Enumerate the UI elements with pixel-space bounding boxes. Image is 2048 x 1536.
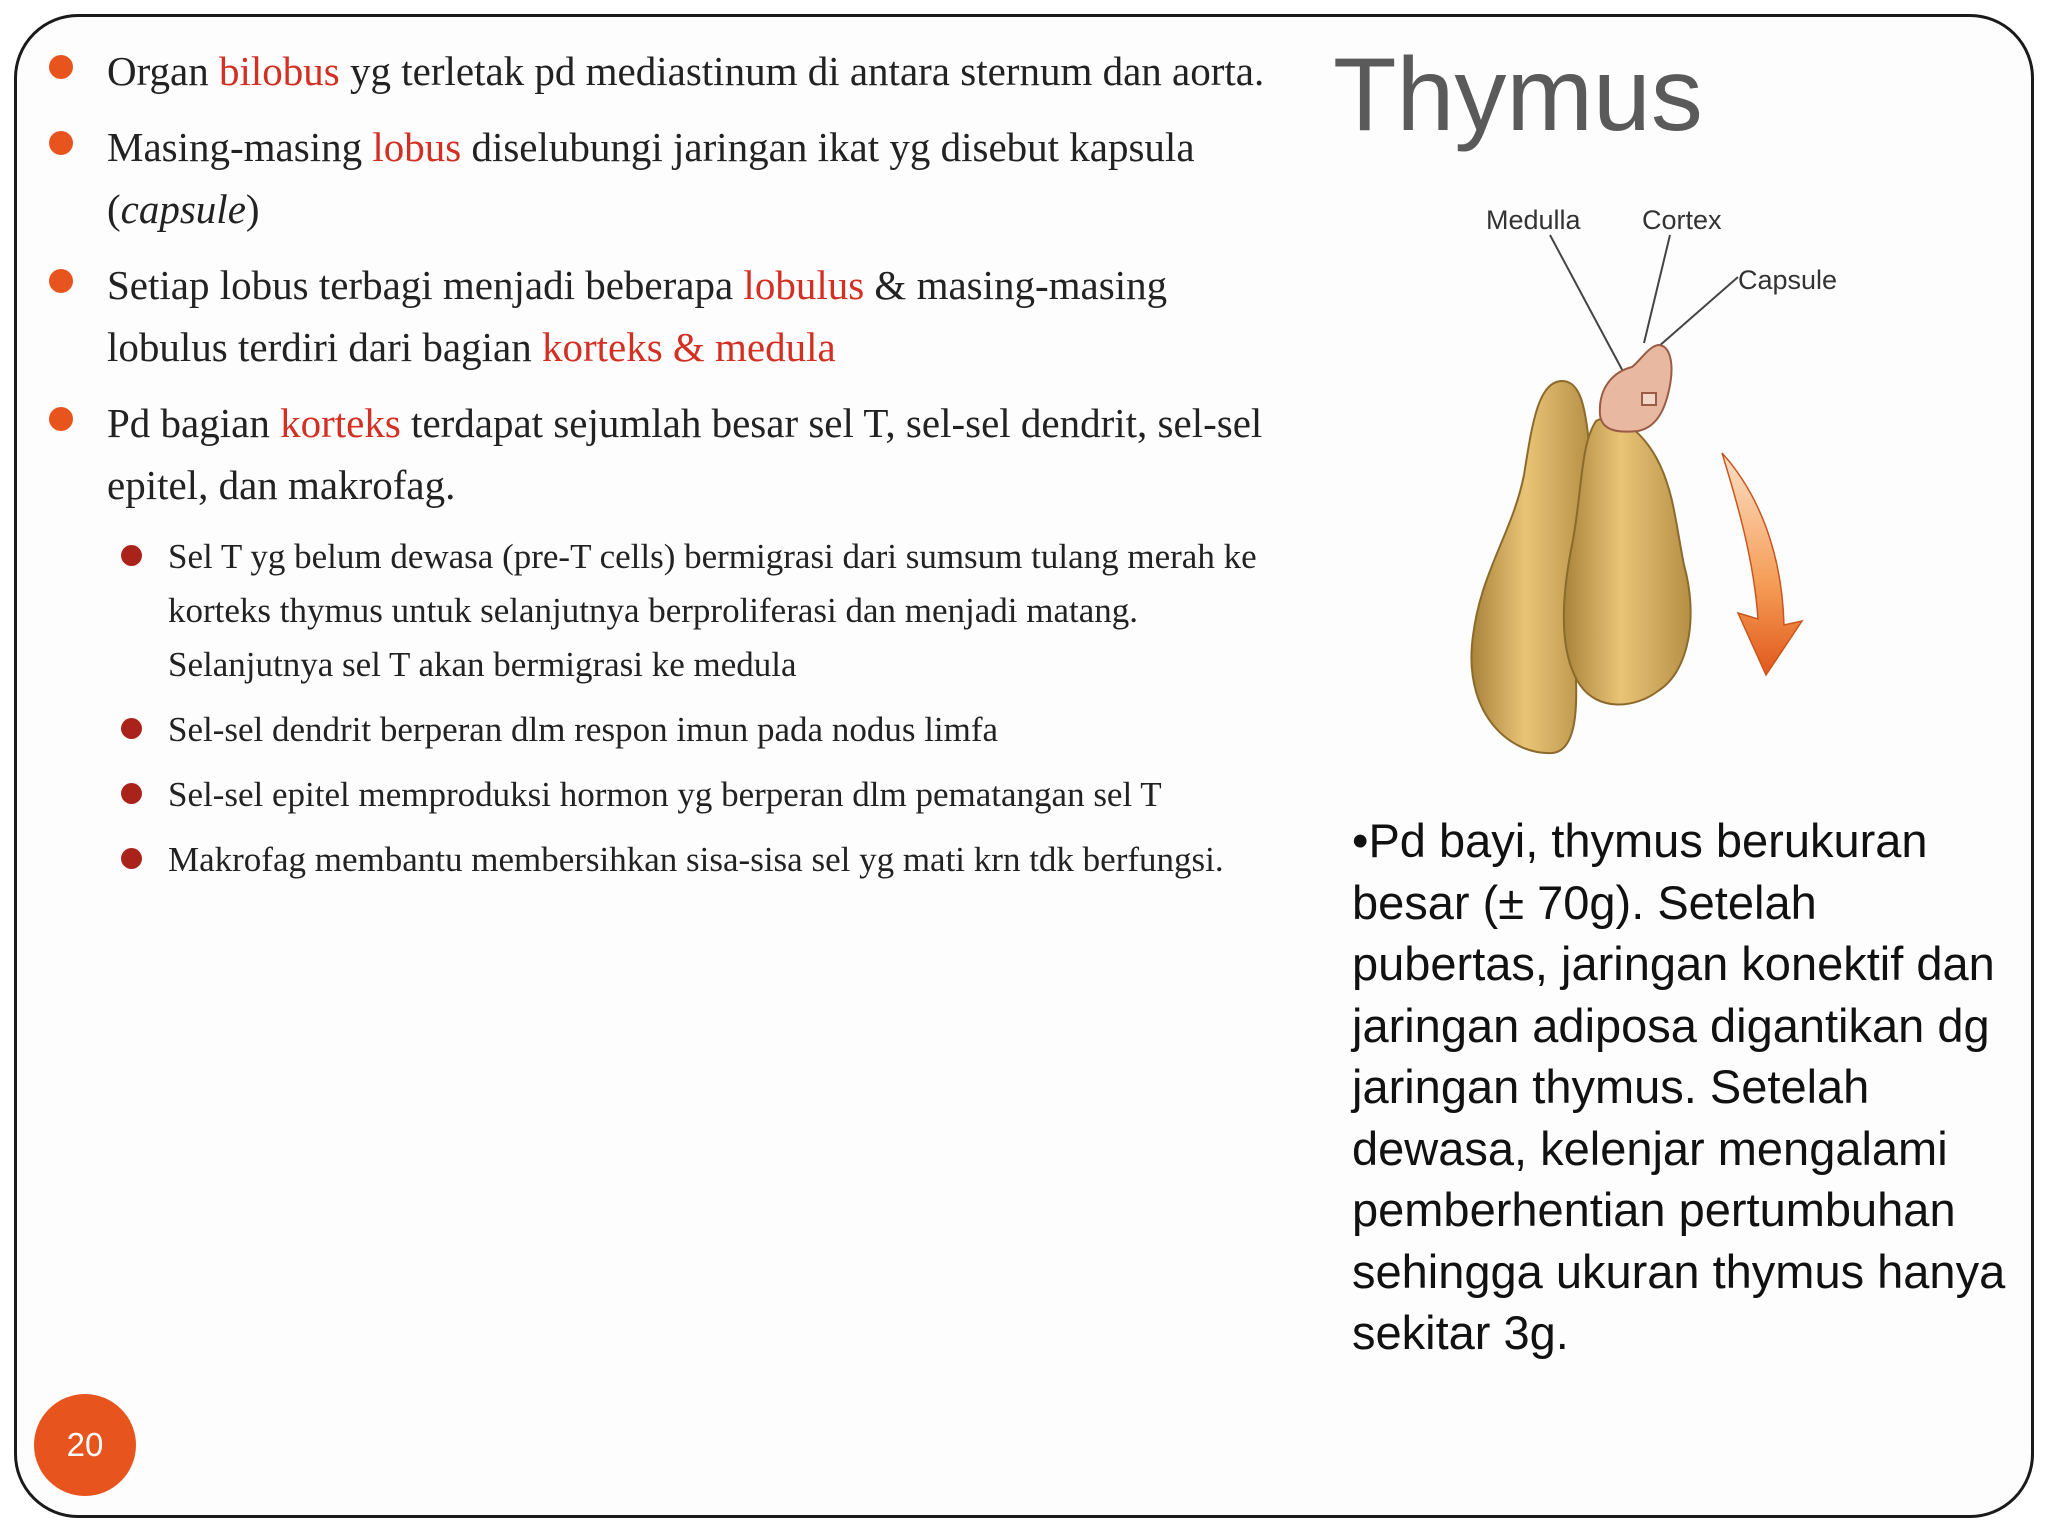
sub-bullet-item — [168, 833, 1287, 887]
highlight-term: korteks & medula — [541, 324, 836, 370]
bullet-text: & masing-masing lobulus terdiri dari bagian — [107, 262, 1168, 370]
sub-bullet-dot-icon — [121, 783, 142, 804]
arrow-down-icon — [1722, 453, 1802, 675]
cortex-label: Cortex — [1642, 205, 1722, 235]
bullet-item — [107, 40, 1287, 102]
bullet-dot-icon — [49, 55, 73, 79]
lobule-section-shape — [1600, 345, 1672, 432]
bullet-dot-icon — [49, 407, 73, 431]
bullet-item — [107, 254, 1287, 378]
sub-bullet-dot-icon — [121, 545, 142, 566]
italic-term: capsule — [120, 186, 246, 232]
medulla-leader-line — [1550, 235, 1626, 377]
sub-bullet-text: Sel T yg belum dewasa (pre-T cells) bermigrasi dari sumsum tulang merah ke korteks thymus untuk selanjutnya berproliferasi dan menjadi matang. Selanjutnya sel T akan bermigrasi ke medula — [168, 537, 1257, 684]
sub-bullet-item — [168, 703, 1287, 757]
sub-bullet-text: Sel-sel epitel memproduksi hormon yg berperan dlm pematangan sel T — [168, 775, 1162, 814]
highlight-term: bilobus — [218, 48, 340, 94]
bullet-text: Organ — [107, 48, 219, 94]
bullet-text: yg terletak pd mediastinum di antara sternum dan aorta. — [339, 48, 1265, 94]
bullet-text: terdapat sejumlah besar sel T, sel-sel dendrit, sel-sel epitel, dan makrofag. — [107, 400, 1263, 508]
highlight-term: korteks — [280, 400, 401, 446]
bullet-text: Setiap lobus terbagi menjadi beberapa — [107, 262, 744, 308]
sub-bullet-text: Makrofag membantu membersihkan sisa-sisa sel yg mati krn tdk berfungsi. — [168, 840, 1224, 879]
bullet-item — [107, 392, 1287, 516]
sub-bullet-dot-icon — [121, 718, 142, 739]
page-number-badge: 20 — [34, 1394, 136, 1496]
cortex-leader-line — [1644, 235, 1670, 343]
side-note: •Pd bayi, thymus berukuran besar (± 70g). Setelah pubertas, jaringan konektif dan jaringan adiposa digantikan dg jaringan thymus. Setelah dewasa, kelenjar mengalami pemberhentian pertumbuhan sehingga ukuran thymus hanya sekitar 3g. — [1352, 814, 2006, 1359]
medulla-label: Medulla — [1486, 205, 1581, 235]
thymus-illustration — [1420, 195, 1860, 765]
capsule-leader-line — [1658, 277, 1738, 347]
bullet-text: Pd bagian — [107, 400, 281, 446]
bullet-dot-icon — [49, 269, 73, 293]
highlight-term: lobulus — [743, 262, 865, 308]
highlight-term: lobus — [372, 124, 462, 170]
sub-bullet-item — [168, 530, 1287, 692]
bullet-dot-icon — [49, 131, 73, 155]
bullet-item — [107, 116, 1287, 240]
sub-bullet-item — [168, 768, 1287, 822]
sub-bullet-dot-icon — [121, 848, 142, 869]
slide-title: Thymus — [1333, 37, 1703, 153]
right-lobe-shape — [1564, 418, 1691, 705]
main-bullet-list — [107, 40, 1287, 898]
sub-bullet-text: Sel-sel dendrit berperan dlm respon imun pada nodus limfa — [168, 710, 999, 749]
lobule-marker-shape — [1642, 393, 1656, 405]
capsule-label: Capsule — [1738, 265, 1838, 295]
bullet-text: diselubungi jaringan ikat yg disebut kapsula ( — [107, 124, 1195, 232]
bullet-text: ) — [245, 186, 260, 232]
bullet-text: Masing-masing — [107, 124, 373, 170]
